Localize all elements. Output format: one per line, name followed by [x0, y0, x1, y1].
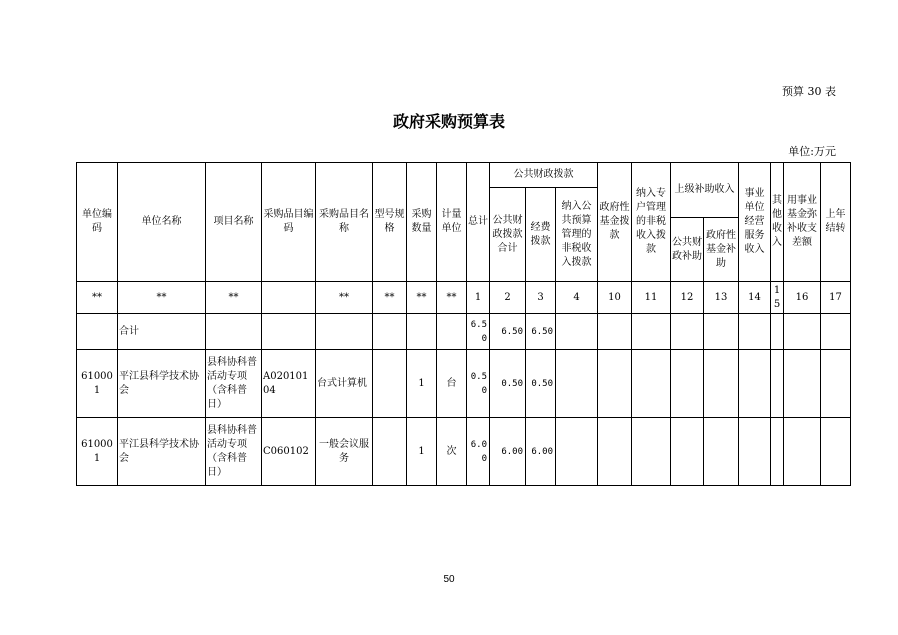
total-funding: 6.50: [526, 314, 556, 350]
header-deficit-compensation: 用事业基金弥补收支差额: [784, 163, 821, 282]
total-label: 合计: [118, 314, 206, 350]
public-fiscal-cell: 0.50: [490, 350, 526, 418]
header-unit-name: 单位名称: [118, 163, 206, 282]
header-other-income: 其他收入: [771, 163, 784, 282]
unit-code-cell: 610001: [77, 350, 118, 418]
table-cell: 1: [467, 282, 490, 314]
funding-cell: 6.00: [526, 418, 556, 486]
procurement-budget-table: [76, 162, 851, 486]
header-business-income: 事业单位经营服务收入: [739, 163, 771, 282]
header-superior-subsidy: 上级补助收入: [671, 163, 739, 218]
table-row: [77, 418, 851, 486]
table-cell: 13: [704, 282, 739, 314]
item-name-cell: 台式计算机: [316, 350, 373, 418]
total-row: [77, 314, 851, 350]
header-gov-fund: 政府性基金拨款: [598, 163, 632, 282]
unit-code-cell: 610001: [77, 418, 118, 486]
header-project-name: 项目名称: [206, 163, 262, 282]
header-item-name: 采购品目名称: [316, 163, 373, 282]
total-cell: 0.50: [467, 350, 490, 418]
project-name-cell: 县科协科普活动专项（含科普日）: [206, 350, 262, 418]
table-cell: 2: [490, 282, 526, 314]
table-cell: **: [437, 282, 467, 314]
page-title: 政府采购预算表: [392, 112, 505, 131]
funding-cell: 0.50: [526, 350, 556, 418]
total-value: 6.50: [467, 314, 490, 350]
header-carryover: 上年结转: [821, 163, 851, 282]
header-row-1: [77, 163, 851, 188]
header-total: 总计: [467, 163, 490, 282]
item-name-cell: 一般会议服务: [316, 418, 373, 486]
table-cell: **: [206, 282, 262, 314]
header-unit-code: 单位编码: [77, 163, 118, 282]
table-cell: 12: [671, 282, 704, 314]
header-nontax-budget: 纳入公共预算管理的非税收入拨款: [556, 188, 598, 282]
table-cell: 17: [821, 282, 851, 314]
table-cell: 4: [556, 282, 598, 314]
table-cell: **: [316, 282, 373, 314]
table-cell: 14: [739, 282, 771, 314]
quantity-cell: 1: [407, 418, 437, 486]
project-name-cell: 县科协科普活动专项（含科普日）: [206, 418, 262, 486]
header-gov-fund-subsidy: 政府性基金补助: [704, 218, 739, 282]
header-item-code: 采购品目编码: [262, 163, 316, 282]
quantity-cell: 1: [407, 350, 437, 418]
table-cell: **: [373, 282, 407, 314]
total-cell: 6.00: [467, 418, 490, 486]
header-special-nontax: 纳入专户管理的非税收入拨款: [632, 163, 671, 282]
header-quantity: 采购数量: [407, 163, 437, 282]
model-spec-cell: [373, 350, 407, 418]
table-cell: 10: [598, 282, 632, 314]
table-cell: **: [77, 282, 118, 314]
model-spec-cell: [373, 418, 407, 486]
public-fiscal-cell: 6.00: [490, 418, 526, 486]
header-public-fiscal: 公共财政拨款: [490, 163, 598, 188]
unit-name-cell: 平江县科学技术协会: [118, 350, 206, 418]
table-cell: 3: [526, 282, 556, 314]
unit-name-cell: 平江县科学技术协会: [118, 418, 206, 486]
table-row: [77, 350, 851, 418]
index-row: [77, 282, 851, 314]
item-code-cell: A02010104: [262, 350, 316, 418]
total-public-fiscal: 6.50: [490, 314, 526, 350]
table-cell: 11: [632, 282, 671, 314]
table-cell: 15: [771, 282, 784, 314]
page-number: 50: [443, 574, 455, 585]
header-public-fiscal-total: 公共财政拨款合计: [490, 188, 526, 282]
table-reference: 预算 30 表: [782, 85, 836, 98]
measure-unit-cell: 台: [437, 350, 467, 418]
table-cell: **: [407, 282, 437, 314]
header-funding: 经费拨款: [526, 188, 556, 282]
header-measure-unit: 计量单位: [437, 163, 467, 282]
header-public-subsidy: 公共财政补助: [671, 218, 704, 282]
header-model-spec: 型号规格: [373, 163, 407, 282]
unit-label: 单位:万元: [788, 145, 836, 158]
table-cell: **: [118, 282, 206, 314]
measure-unit-cell: 次: [437, 418, 467, 486]
item-code-cell: C060102: [262, 418, 316, 486]
table-cell: 16: [784, 282, 821, 314]
table-cell: [262, 282, 316, 314]
